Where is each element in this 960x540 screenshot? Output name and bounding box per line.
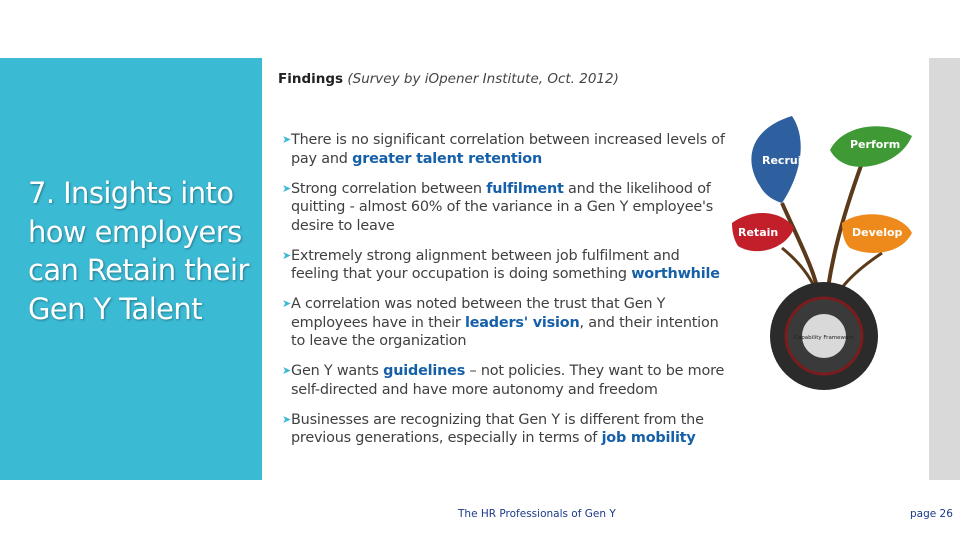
develop-label: Develop [852,226,903,239]
bullet-highlight: fulfilment [486,180,564,197]
recruit-label: Recruit [762,154,807,167]
bullet-arrow-icon: ➤ [282,133,292,146]
bullet-item [280,247,725,284]
findings-head: Findings [278,71,344,87]
bullet-highlight: job mobility [601,430,696,446]
bullet-highlight: leaders' vision [465,314,580,331]
bullet-highlight: worthwhile [631,266,720,282]
perform-label: Perform [850,138,901,151]
bullet-text: Businesses are recognizing that Gen Y is different from the previous generations, especially in terms of [291,411,704,446]
bullet-text: There is no significant correlation between increased levels of pay and [291,132,725,167]
framework-label: Capability Framework [794,335,854,341]
bullet-item [280,180,725,236]
bullet-arrow-icon: ➤ [282,181,292,195]
bullet-text-end: and the likelihood of quitting - almost 60% of the variance in a Gen Y employee's desire to leave [291,180,714,234]
bullet-arrow-icon: ➤ [282,248,292,262]
bullet-highlight: greater talent retention [352,150,543,167]
bullet-item [280,295,725,351]
bullet-arrow-icon: ➤ [282,412,292,426]
page-number: page 26 [910,508,953,520]
bullet-highlight: guidelines [383,363,466,379]
findings-source: (Survey by iOpener Institute, Oct. 2012) [347,71,619,87]
bullet-text: Gen Y wants [291,363,384,379]
bullet-item [280,131,725,168]
bullet-text: Strong correlation between [291,180,487,197]
bullet-text: Extremely strong alignment between job fulfilment and feeling that your occupation is doing something [291,247,680,282]
footer-text: The HR Professionals of Gen Y [458,508,616,520]
bullet-arrow-icon: ➤ [282,364,292,377]
bullet-item [280,362,725,399]
findings-list [280,131,725,459]
retain-label: Retain [738,226,779,239]
bullet-arrow-icon: ➤ [282,297,292,310]
bullet-text-end: , and their intention to leave the organization [291,314,719,349]
bullet-text-end: – not policies. They want to be more self-directed and have more autonomy and freedom [291,363,725,398]
talent-cycle-graphic [732,108,916,398]
findings-heading [278,71,619,87]
bullet-item [280,411,725,448]
right-strip [929,58,960,480]
bullet-text: A correlation was noted between the trust that Gen Y employees have in their [291,296,666,331]
slide-title: 7. Insights into how employers can Retain their Gen Y Talent [28,176,249,326]
